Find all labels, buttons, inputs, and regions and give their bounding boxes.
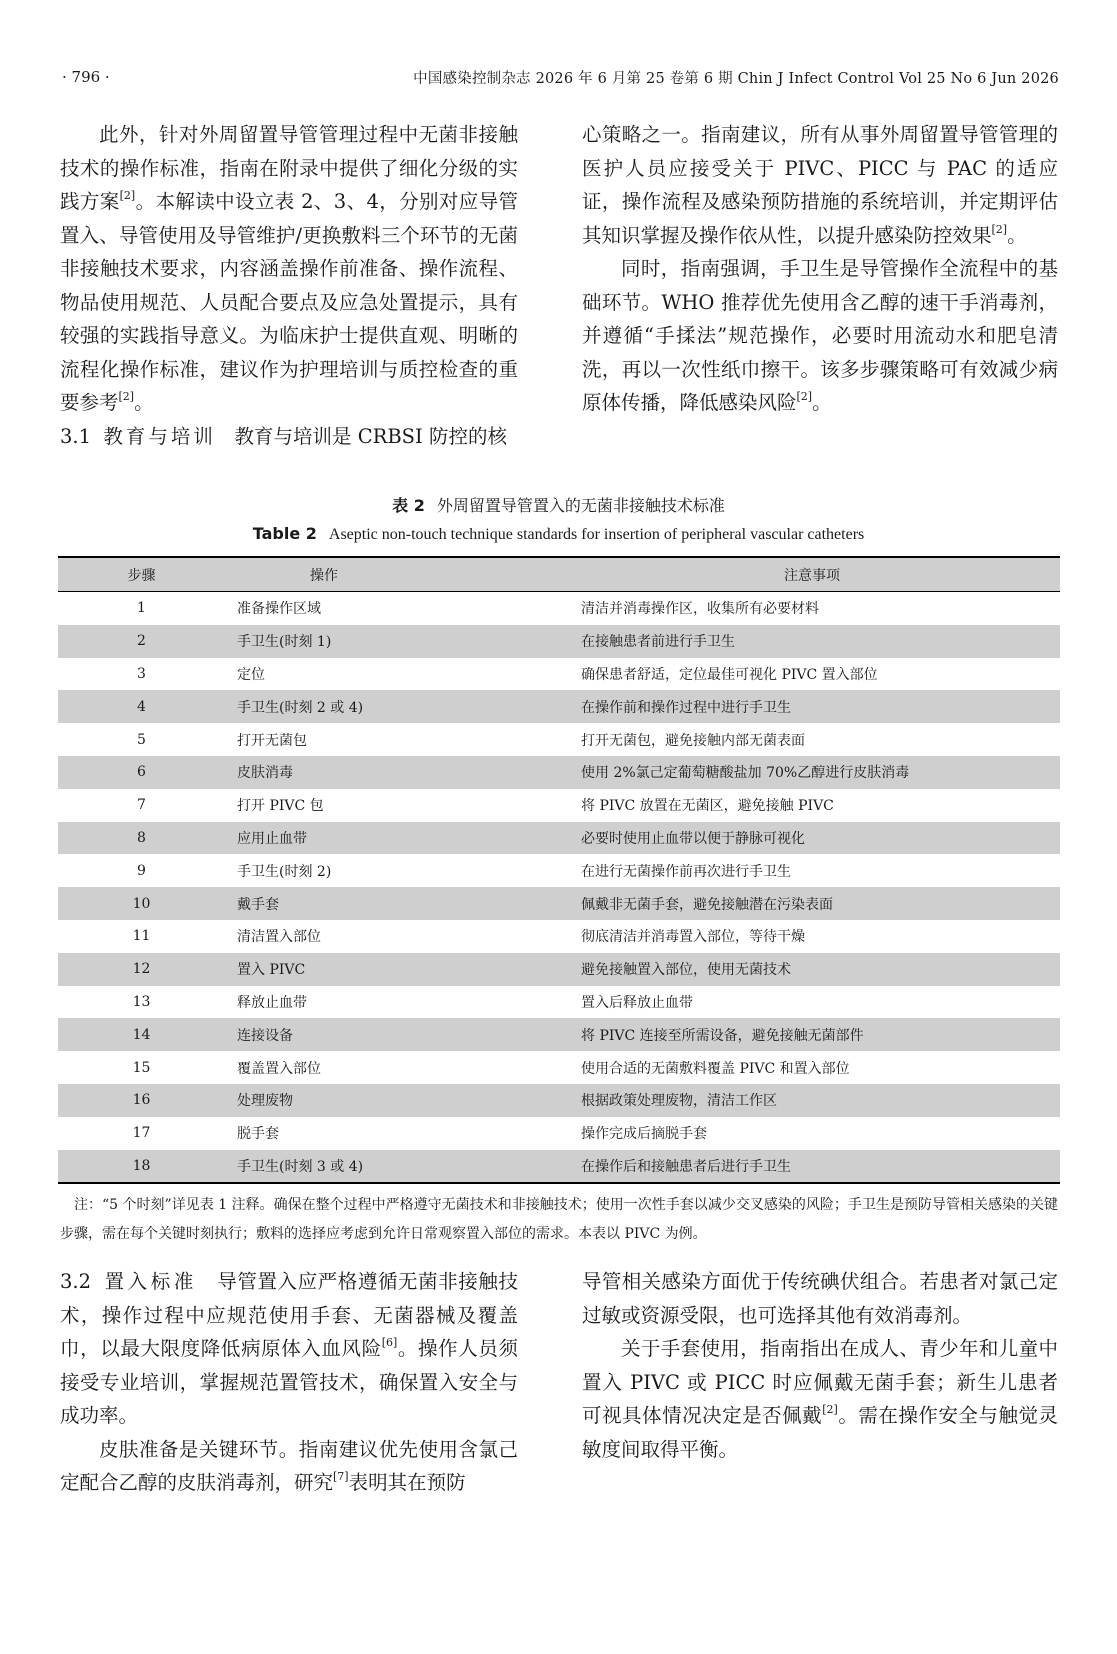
citation-ref[interactable]: [2] <box>118 390 135 403</box>
table-row <box>58 1117 1060 1150</box>
table-row <box>58 953 1060 986</box>
section-3-2 <box>60 1265 518 1433</box>
paragraph <box>60 1433 518 1500</box>
step-cell: 3 <box>137 665 146 682</box>
citation-ref[interactable]: [2] <box>796 390 813 403</box>
table-row <box>58 1084 1060 1117</box>
step-cell: 16 <box>58 1084 225 1117</box>
paragraph <box>582 118 1058 252</box>
operation-cell: 置入 PIVC <box>225 953 569 986</box>
operation-cell: 戴手套 <box>225 887 569 920</box>
text: 导管置入应严格遵循无菌非接触技术，操作过程中应规范使用手套、无菌器械及覆盖巾，以最大限度降低病原体入血风险 <box>60 1270 518 1360</box>
operation-cell: 准备操作区域 <box>237 601 321 618</box>
table-label: 表 2 <box>392 496 425 515</box>
notes-cell: 必要时使用止血带以便于静脉可视化 <box>569 822 1060 855</box>
step-cell: 5 <box>137 731 146 748</box>
text: 。 <box>134 391 154 414</box>
citation-ref[interactable]: [2] <box>119 189 136 202</box>
step-cell: 11 <box>132 928 151 945</box>
operation-cell: 打开无菌包 <box>237 732 307 749</box>
text: 。需在操作安全与触觉灵敏度间取得平衡。 <box>582 1404 1058 1461</box>
operation-cell: 清洁置入部位 <box>237 929 321 946</box>
section-title: 教育与培训 <box>103 424 216 448</box>
page-header <box>62 62 1059 92</box>
table-row <box>58 854 1060 887</box>
paragraph <box>60 118 518 420</box>
step-cell: 14 <box>58 1018 225 1051</box>
table-row <box>58 920 1060 953</box>
table-2 <box>58 556 1060 1184</box>
step-cell: 10 <box>58 887 225 920</box>
text: 教育与培训是 CRBSI 防控的核 <box>234 424 507 448</box>
operation-cell: 连接设备 <box>225 1018 569 1051</box>
table-row <box>58 1051 1060 1084</box>
notes-cell: 操作完成后摘脱手套 <box>581 1126 707 1143</box>
notes-cell: 在操作前和操作过程中进行手卫生 <box>569 690 1060 723</box>
table-note: 注：“5 个时刻”详见表 1 注释。确保在整个过程中严格遵守无菌技术和非接触技术；使用一次性手套以减少交叉感染的风险；手卫生是预防导管相关感染的关键步骤，需在每个关键时刻执行；敷料的选择应考虑到允许日常观察置入部位的需求。本表以 PIVC 为例。 <box>60 1197 1058 1242</box>
text: 此外，针对外周留置导管管理过程中无菌非接触技术的操作标准，指南在附录中提供了细化分级的实践方案 <box>60 123 518 213</box>
column-header: 步骤 <box>58 557 225 592</box>
notes-cell: 确保患者舒适，定位最佳可视化 PIVC 置入部位 <box>581 666 878 683</box>
step-cell: 13 <box>132 993 151 1010</box>
notes-cell: 清洁并消毒操作区，收集所有必要材料 <box>581 601 819 618</box>
table-row <box>58 592 1060 625</box>
table-row <box>58 690 1060 723</box>
text: 表明其在预防 <box>348 1471 466 1494</box>
operation-cell: 定位 <box>237 666 265 683</box>
text: 。本解读中设立表 2、3、4，分别对应导管置入、导管使用及导管维护/更换敷料三个环节的无菌非接触技术要求，内容涵盖操作前准备、操作流程、物品使用规范、人员配合要点及应急处置提示，具有较强的实践指导意义。为临床护士提供直观、明晰的流程化操作标准，建议作为护理培训与质控检查的重要参考 <box>60 190 518 414</box>
column-header: 注意事项 <box>569 557 1060 592</box>
step-cell: 6 <box>58 756 225 789</box>
notes-cell: 使用合适的无菌敷料覆盖 PIVC 和置入部位 <box>581 1060 850 1077</box>
notes-cell: 使用 2%氯己定葡萄糖酸盐加 70%乙醇进行皮肤消毒 <box>569 756 1060 789</box>
notes-cell: 置入后释放止血带 <box>581 994 693 1011</box>
notes-cell: 打开无菌包，避免接触内部无菌表面 <box>581 732 805 749</box>
citation-ref[interactable]: [2] <box>991 222 1008 236</box>
operation-cell: 脱手套 <box>237 1126 279 1143</box>
table-header-row <box>58 557 1060 592</box>
citation-ref[interactable]: [2] <box>822 1403 838 1416</box>
table-row <box>58 986 1060 1019</box>
operation-cell: 手卫生(时刻 3 或 4) <box>225 1150 569 1184</box>
table-body <box>58 592 1060 1184</box>
step-cell: 12 <box>58 953 225 986</box>
table-title: 外周留置导管置入的无菌非接触技术标准 <box>436 496 725 515</box>
paragraph: 导管相关感染方面优于传统碘伏组合。若患者对氯己定过敏或资源受限，也可选择其他有效消毒剂。 <box>582 1270 1058 1327</box>
table-row <box>58 887 1060 920</box>
operation-cell: 手卫生(时刻 2 或 4) <box>225 690 569 723</box>
step-cell: 7 <box>137 797 146 814</box>
notes-cell: 在接触患者前进行手卫生 <box>569 625 1060 658</box>
table-row <box>58 789 1060 822</box>
notes-cell: 将 PIVC 放置在无菌区，避免接触 PIVC <box>581 798 834 815</box>
paragraph <box>582 252 1058 420</box>
step-cell: 8 <box>58 822 225 855</box>
text: 心策略之一。指南建议，所有从事外周留置导管管理的医护人员应接受关于 PIVC、PICC 与 PAC 的适应证，操作流程及感染预防措施的系统培训，并定期评估其知识掌握及操作依从性，以提升感染防控效果 <box>582 123 1058 247</box>
operation-cell: 释放止血带 <box>237 994 307 1011</box>
table-title: Aseptic non-touch technique standards for insertion of peripheral vascular catheters <box>328 526 865 543</box>
table-row <box>58 658 1060 691</box>
table-row <box>58 1018 1060 1051</box>
step-cell: 9 <box>137 862 146 879</box>
notes-cell: 避免接触置入部位，使用无菌技术 <box>569 953 1060 986</box>
operation-cell: 打开 PIVC 包 <box>237 798 324 815</box>
table-caption-zh <box>58 493 1059 516</box>
step-cell: 2 <box>58 625 225 658</box>
page-number: · 796 · <box>62 68 110 86</box>
journal-citation: 中国感染控制杂志 2026 年 6 月第 25 卷第 6 期 Chin J Infect Control Vol 25 No 6 Jun 2026 <box>413 70 1059 87</box>
table-row <box>58 822 1060 855</box>
notes-cell: 在进行无菌操作前再次进行手卫生 <box>581 863 791 880</box>
operation-cell: 应用止血带 <box>225 822 569 855</box>
text: 。 <box>1007 223 1027 247</box>
top-left-column <box>60 118 518 453</box>
bottom-right-column <box>582 1265 1058 1466</box>
citation-ref[interactable]: [7] <box>333 1470 349 1483</box>
column-header: 操作 <box>225 557 569 592</box>
step-cell: 4 <box>58 690 225 723</box>
table-row <box>58 1150 1060 1184</box>
step-cell: 18 <box>58 1150 225 1184</box>
text: 同时，指南强调，手卫生是导管操作全流程中的基础环节。WHO 推荐优先使用含乙醇的速干手消毒剂，并遵循“手揉法”规范操作，必要时用流动水和肥皂清洗，再以一次性纸巾擦干。该多步骤策略可有效减少病原体传播，降低感染风险 <box>582 257 1058 414</box>
section-title: 置入标准 <box>104 1270 197 1293</box>
step-cell: 17 <box>132 1125 151 1142</box>
table-row <box>58 756 1060 789</box>
notes-cell: 根据政策处理废物，清洁工作区 <box>569 1084 1060 1117</box>
notes-cell: 佩戴非无菌手套，避免接触潜在污染表面 <box>569 887 1060 920</box>
text: 关于手套使用，指南指出在成人、青少年和儿童中置入 PIVC 或 PICC 时应佩戴无菌手套；新生儿患者可视具体情况决定是否佩戴 <box>582 1337 1058 1427</box>
step-cell: 1 <box>137 600 146 617</box>
text: 皮肤准备是关键环节。指南建议优先使用含氯己定配合乙醇的皮肤消毒剂，研究 <box>60 1437 518 1494</box>
section-number: 3.1 <box>60 424 92 448</box>
operation-cell: 手卫生(时刻 2) <box>237 863 332 880</box>
section-3-1 <box>60 420 518 454</box>
paragraph <box>582 1332 1058 1466</box>
table-row <box>58 625 1060 658</box>
notes-cell: 在操作后和接触患者后进行手卫生 <box>569 1150 1060 1184</box>
notes-cell: 彻底清洁并消毒置入部位，等待干燥 <box>581 929 805 946</box>
operation-cell: 手卫生(时刻 1) <box>225 625 569 658</box>
step-cell: 15 <box>132 1059 151 1076</box>
table-caption-en <box>58 524 1059 544</box>
table-label: Table 2 <box>252 524 317 543</box>
section-number: 3.2 <box>60 1270 92 1293</box>
operation-cell: 覆盖置入部位 <box>237 1060 321 1077</box>
text: 。操作人员须接受专业培训，掌握规范置管技术，确保置入安全与成功率。 <box>60 1337 518 1427</box>
bottom-left-column <box>60 1265 518 1500</box>
operation-cell: 皮肤消毒 <box>225 756 569 789</box>
citation-ref[interactable]: [6] <box>381 1336 398 1349</box>
top-right-column <box>582 118 1058 420</box>
notes-cell: 将 PIVC 连接至所需设备，避免接触无菌部件 <box>569 1018 1060 1051</box>
table-row <box>58 723 1060 756</box>
operation-cell: 处理废物 <box>225 1084 569 1117</box>
text: 。 <box>812 391 832 414</box>
